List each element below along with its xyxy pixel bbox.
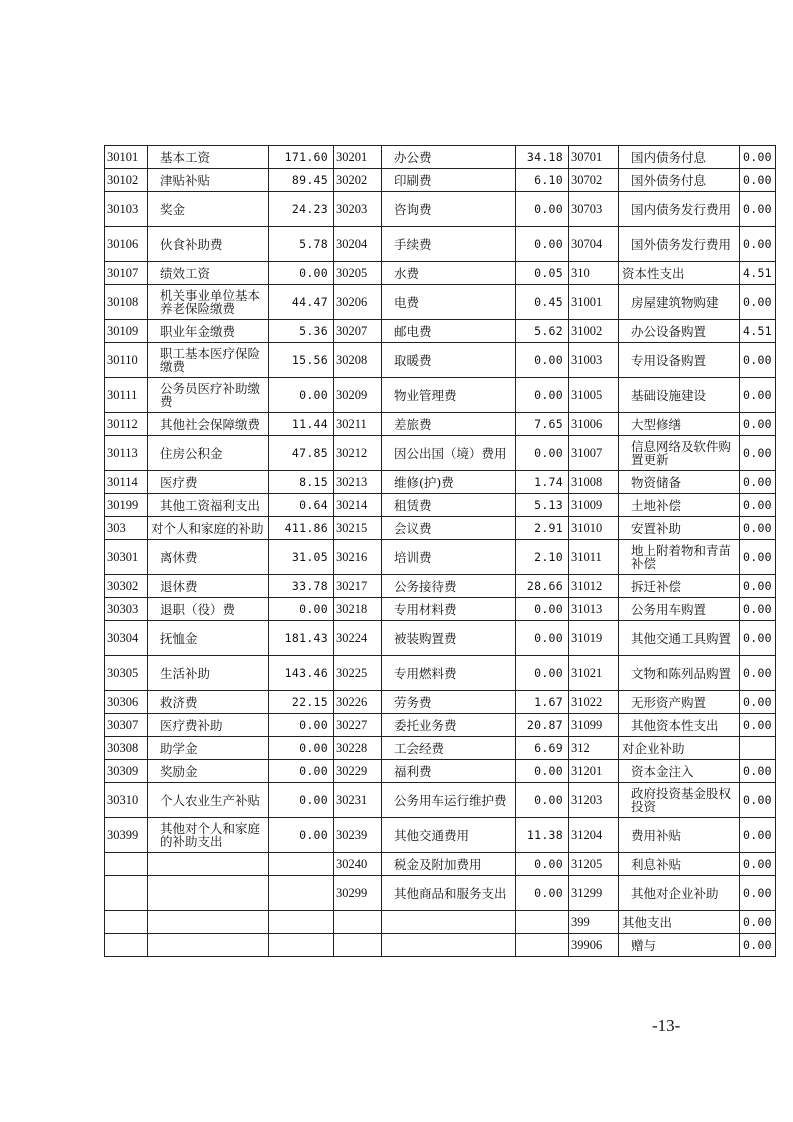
amount-cell: 0.00 (740, 227, 776, 262)
amount-cell: 0.00 (269, 737, 334, 760)
amount-cell (269, 853, 334, 876)
item-code-cell: 30111 (105, 378, 148, 413)
item-name-cell: 政府投资基金股权投资 (619, 783, 740, 818)
amount-cell: 0.00 (516, 598, 569, 621)
amount-cell: 0.00 (740, 783, 776, 818)
item-name-cell: 土地补偿 (619, 494, 740, 517)
table-row (105, 575, 776, 598)
item-code-cell: 30202 (334, 169, 382, 192)
item-code-cell: 312 (569, 737, 619, 760)
amount-cell: 0.00 (516, 436, 569, 471)
item-name-cell: 劳务费 (382, 691, 516, 714)
item-code-cell: 31299 (569, 876, 619, 911)
table-row (105, 262, 776, 285)
amount-cell: 0.00 (740, 169, 776, 192)
amount-cell: 0.00 (740, 876, 776, 911)
item-name-cell: 专用材料费 (382, 598, 516, 621)
item-name-cell: 绩效工资 (148, 262, 269, 285)
amount-cell: 15.56 (269, 343, 334, 378)
amount-cell: 0.00 (740, 378, 776, 413)
amount-cell (269, 934, 334, 957)
item-code-cell: 30702 (569, 169, 619, 192)
amount-cell: 28.66 (516, 575, 569, 598)
item-name-cell: 水费 (382, 262, 516, 285)
amount-cell (516, 934, 569, 957)
amount-cell: 22.15 (269, 691, 334, 714)
item-name-cell: 助学金 (148, 737, 269, 760)
item-code-cell: 30218 (334, 598, 382, 621)
item-name-cell: 专用燃料费 (382, 656, 516, 691)
item-code-cell: 30704 (569, 227, 619, 262)
item-code-cell: 30109 (105, 320, 148, 343)
item-name-cell (382, 934, 516, 957)
item-code-cell: 31203 (569, 783, 619, 818)
item-code-cell: 30103 (105, 192, 148, 227)
item-name-cell: 拆迁补偿 (619, 575, 740, 598)
amount-cell: 0.00 (740, 621, 776, 656)
table-row (105, 227, 776, 262)
item-code-cell: 31008 (569, 471, 619, 494)
item-code-cell: 30307 (105, 714, 148, 737)
amount-cell: 0.00 (740, 471, 776, 494)
item-code-cell: 30206 (334, 285, 382, 320)
item-name-cell: 委托业务费 (382, 714, 516, 737)
item-code-cell: 30231 (334, 783, 382, 818)
item-code-cell: 30225 (334, 656, 382, 691)
item-code-cell: 30229 (334, 760, 382, 783)
item-code-cell: 30310 (105, 783, 148, 818)
item-code-cell: 30214 (334, 494, 382, 517)
item-name-cell: 其他工资福利支出 (148, 494, 269, 517)
item-code-cell: 30399 (105, 818, 148, 853)
amount-cell: 143.46 (269, 656, 334, 691)
table-row (105, 853, 776, 876)
table-row (105, 783, 776, 818)
amount-cell: 0.00 (269, 378, 334, 413)
amount-cell: 0.45 (516, 285, 569, 320)
item-name-cell: 奖金 (148, 192, 269, 227)
table-row (105, 911, 776, 934)
table-row (105, 413, 776, 436)
table-row (105, 146, 776, 169)
table-row (105, 517, 776, 540)
item-name-cell: 租赁费 (382, 494, 516, 517)
amount-cell (269, 876, 334, 911)
table-row (105, 656, 776, 691)
item-name-cell: 办公费 (382, 146, 516, 169)
item-name-cell: 会议费 (382, 517, 516, 540)
amount-cell: 0.00 (740, 853, 776, 876)
item-code-cell: 30208 (334, 343, 382, 378)
item-code-cell: 30239 (334, 818, 382, 853)
item-name-cell: 其他支出 (619, 911, 740, 934)
item-name-cell: 生活补助 (148, 656, 269, 691)
item-name-cell: 其他对企业补助 (619, 876, 740, 911)
amount-cell: 0.00 (516, 853, 569, 876)
item-name-cell: 邮电费 (382, 320, 516, 343)
item-code-cell: 30113 (105, 436, 148, 471)
table-row (105, 320, 776, 343)
item-name-cell: 公务用车运行维护费 (382, 783, 516, 818)
item-code-cell: 30209 (334, 378, 382, 413)
item-code-cell: 39906 (569, 934, 619, 957)
item-code-cell: 30211 (334, 413, 382, 436)
amount-cell: 0.00 (740, 760, 776, 783)
item-name-cell: 奖励金 (148, 760, 269, 783)
item-name-cell: 物业管理费 (382, 378, 516, 413)
item-code-cell: 30203 (334, 192, 382, 227)
item-code-cell: 30304 (105, 621, 148, 656)
item-name-cell: 对个人和家庭的补助 (148, 517, 269, 540)
item-name-cell: 住房公积金 (148, 436, 269, 471)
amount-cell (740, 737, 776, 760)
item-code-cell: 31022 (569, 691, 619, 714)
item-code-cell: 30114 (105, 471, 148, 494)
item-code-cell: 31010 (569, 517, 619, 540)
amount-cell: 5.78 (269, 227, 334, 262)
amount-cell: 0.00 (269, 598, 334, 621)
item-code-cell: 30306 (105, 691, 148, 714)
amount-cell: 0.00 (269, 714, 334, 737)
amount-cell: 0.00 (740, 911, 776, 934)
amount-cell: 6.10 (516, 169, 569, 192)
item-code-cell: 30212 (334, 436, 382, 471)
amount-cell: 34.18 (516, 146, 569, 169)
amount-cell: 0.00 (740, 517, 776, 540)
item-name-cell: 职工基本医疗保险缴费 (148, 343, 269, 378)
item-name-cell: 公务用车购置 (619, 598, 740, 621)
amount-cell: 0.00 (516, 783, 569, 818)
item-code-cell: 30240 (334, 853, 382, 876)
item-name-cell: 公务员医疗补助缴费 (148, 378, 269, 413)
amount-cell: 1.74 (516, 471, 569, 494)
amount-cell: 1.67 (516, 691, 569, 714)
item-name-cell: 公务接待费 (382, 575, 516, 598)
table-row (105, 540, 776, 575)
item-name-cell (382, 911, 516, 934)
table-row (105, 621, 776, 656)
amount-cell: 0.00 (740, 146, 776, 169)
item-code-cell: 30299 (334, 876, 382, 911)
item-name-cell: 职业年金缴费 (148, 320, 269, 343)
item-name-cell: 安置补助 (619, 517, 740, 540)
item-code-cell: 31003 (569, 343, 619, 378)
amount-cell: 31.05 (269, 540, 334, 575)
amount-cell: 0.00 (740, 818, 776, 853)
item-name-cell: 个人农业生产补贴 (148, 783, 269, 818)
item-code-cell: 31205 (569, 853, 619, 876)
table-row (105, 494, 776, 517)
item-code-cell: 31002 (569, 320, 619, 343)
item-code-cell: 31009 (569, 494, 619, 517)
item-code-cell: 30201 (334, 146, 382, 169)
item-name-cell: 其他对个人和家庭的补助支出 (148, 818, 269, 853)
item-name-cell: 房屋建筑物购建 (619, 285, 740, 320)
item-name-cell: 基本工资 (148, 146, 269, 169)
item-code-cell: 30112 (105, 413, 148, 436)
item-name-cell: 取暖费 (382, 343, 516, 378)
item-name-cell (148, 934, 269, 957)
amount-cell: 0.00 (740, 343, 776, 378)
amount-cell: 33.78 (269, 575, 334, 598)
amount-cell: 0.00 (516, 621, 569, 656)
amount-cell: 44.47 (269, 285, 334, 320)
amount-cell (516, 911, 569, 934)
item-name-cell: 大型修缮 (619, 413, 740, 436)
item-name-cell: 其他交通工具购置 (619, 621, 740, 656)
amount-cell: 11.44 (269, 413, 334, 436)
item-code-cell (105, 934, 148, 957)
table-row (105, 378, 776, 413)
amount-cell: 11.38 (516, 818, 569, 853)
item-name-cell: 物资储备 (619, 471, 740, 494)
amount-cell: 7.65 (516, 413, 569, 436)
item-code-cell: 30108 (105, 285, 148, 320)
amount-cell: 0.00 (740, 714, 776, 737)
amount-cell: 411.86 (269, 517, 334, 540)
item-code-cell: 30309 (105, 760, 148, 783)
item-name-cell: 医疗费 (148, 471, 269, 494)
amount-cell: 5.36 (269, 320, 334, 343)
amount-cell: 0.00 (740, 656, 776, 691)
amount-cell: 4.51 (740, 320, 776, 343)
item-code-cell: 31204 (569, 818, 619, 853)
amount-cell: 0.00 (740, 598, 776, 621)
amount-cell: 0.00 (516, 343, 569, 378)
item-code-cell (105, 853, 148, 876)
item-name-cell: 咨询费 (382, 192, 516, 227)
item-name-cell: 国外债务发行费用 (619, 227, 740, 262)
table-row (105, 876, 776, 911)
table-row (105, 169, 776, 192)
item-code-cell: 30199 (105, 494, 148, 517)
item-code-cell: 303 (105, 517, 148, 540)
item-code-cell: 31005 (569, 378, 619, 413)
item-code-cell (334, 911, 382, 934)
item-code-cell: 30213 (334, 471, 382, 494)
item-code-cell: 30107 (105, 262, 148, 285)
item-code-cell (105, 876, 148, 911)
amount-cell: 2.10 (516, 540, 569, 575)
item-name-cell: 国外债务付息 (619, 169, 740, 192)
expenditure-table (104, 145, 776, 957)
item-name-cell (148, 876, 269, 911)
table-row (105, 343, 776, 378)
table-row (105, 760, 776, 783)
amount-cell: 0.00 (516, 227, 569, 262)
amount-cell: 0.00 (269, 783, 334, 818)
item-code-cell: 310 (569, 262, 619, 285)
item-code-cell: 30102 (105, 169, 148, 192)
item-name-cell (148, 853, 269, 876)
table-row (105, 471, 776, 494)
amount-cell: 0.00 (740, 436, 776, 471)
item-code-cell: 31013 (569, 598, 619, 621)
amount-cell: 0.64 (269, 494, 334, 517)
item-code-cell: 30207 (334, 320, 382, 343)
item-name-cell: 国内债务发行费用 (619, 192, 740, 227)
item-code-cell: 30204 (334, 227, 382, 262)
item-name-cell: 其他交通费用 (382, 818, 516, 853)
item-name-cell: 利息补贴 (619, 853, 740, 876)
item-name-cell: 基础设施建设 (619, 378, 740, 413)
item-code-cell: 30701 (569, 146, 619, 169)
item-name-cell: 费用补贴 (619, 818, 740, 853)
item-code-cell: 399 (569, 911, 619, 934)
item-code-cell: 31012 (569, 575, 619, 598)
amount-cell (269, 911, 334, 934)
amount-cell: 0.00 (269, 262, 334, 285)
amount-cell: 0.00 (740, 285, 776, 320)
amount-cell: 0.00 (516, 876, 569, 911)
amount-cell: 20.87 (516, 714, 569, 737)
item-code-cell: 30110 (105, 343, 148, 378)
item-code-cell: 30227 (334, 714, 382, 737)
amount-cell: 0.00 (740, 494, 776, 517)
item-code-cell: 30305 (105, 656, 148, 691)
table-row (105, 818, 776, 853)
item-name-cell: 手续费 (382, 227, 516, 262)
item-name-cell: 文物和陈列品购置 (619, 656, 740, 691)
item-name-cell: 机关事业单位基本养老保险缴费 (148, 285, 269, 320)
table-row (105, 192, 776, 227)
item-name-cell: 资本金注入 (619, 760, 740, 783)
item-name-cell: 赠与 (619, 934, 740, 957)
item-code-cell: 30228 (334, 737, 382, 760)
expenditure-table-body (105, 146, 776, 957)
item-code-cell: 31201 (569, 760, 619, 783)
item-code-cell: 30106 (105, 227, 148, 262)
amount-cell: 0.00 (516, 378, 569, 413)
item-code-cell: 31006 (569, 413, 619, 436)
item-code-cell (105, 911, 148, 934)
item-name-cell: 离休费 (148, 540, 269, 575)
item-name-cell: 津贴补贴 (148, 169, 269, 192)
amount-cell: 0.00 (740, 192, 776, 227)
item-name-cell: 国内债务付息 (619, 146, 740, 169)
table-row (105, 691, 776, 714)
item-code-cell (334, 934, 382, 957)
item-name-cell: 地上附着物和青苗补偿 (619, 540, 740, 575)
item-name-cell: 其他商品和服务支出 (382, 876, 516, 911)
amount-cell: 0.00 (740, 691, 776, 714)
item-name-cell (148, 911, 269, 934)
item-code-cell: 30303 (105, 598, 148, 621)
item-name-cell: 被装购置费 (382, 621, 516, 656)
table-row (105, 737, 776, 760)
amount-cell: 0.00 (269, 760, 334, 783)
amount-cell: 0.00 (516, 192, 569, 227)
amount-cell: 0.00 (269, 818, 334, 853)
amount-cell: 4.51 (740, 262, 776, 285)
amount-cell: 0.00 (740, 575, 776, 598)
item-code-cell: 30302 (105, 575, 148, 598)
item-code-cell: 31011 (569, 540, 619, 575)
item-code-cell: 30703 (569, 192, 619, 227)
amount-cell: 181.43 (269, 621, 334, 656)
amount-cell: 89.45 (269, 169, 334, 192)
item-name-cell: 其他资本性支出 (619, 714, 740, 737)
item-code-cell: 30226 (334, 691, 382, 714)
item-name-cell: 对企业补助 (619, 737, 740, 760)
item-name-cell: 福利费 (382, 760, 516, 783)
item-name-cell: 因公出国（境）费用 (382, 436, 516, 471)
item-name-cell: 信息网络及软件购置更新 (619, 436, 740, 471)
page-number: -13- (652, 1016, 681, 1035)
item-code-cell: 30301 (105, 540, 148, 575)
item-code-cell: 30217 (334, 575, 382, 598)
item-name-cell: 工会经费 (382, 737, 516, 760)
amount-cell: 0.00 (516, 656, 569, 691)
item-name-cell: 税金及附加费用 (382, 853, 516, 876)
item-code-cell: 31001 (569, 285, 619, 320)
item-name-cell: 医疗费补助 (148, 714, 269, 737)
item-name-cell: 伙食补助费 (148, 227, 269, 262)
table-row (105, 598, 776, 621)
table-row (105, 934, 776, 957)
amount-cell: 6.69 (516, 737, 569, 760)
item-name-cell: 资本性支出 (619, 262, 740, 285)
amount-cell: 0.05 (516, 262, 569, 285)
item-code-cell: 30101 (105, 146, 148, 169)
item-name-cell: 退休费 (148, 575, 269, 598)
amount-cell: 5.62 (516, 320, 569, 343)
item-name-cell: 救济费 (148, 691, 269, 714)
item-code-cell: 31007 (569, 436, 619, 471)
table-row (105, 436, 776, 471)
item-code-cell: 30216 (334, 540, 382, 575)
amount-cell: 2.91 (516, 517, 569, 540)
amount-cell: 24.23 (269, 192, 334, 227)
amount-cell: 0.00 (740, 540, 776, 575)
amount-cell: 47.85 (269, 436, 334, 471)
amount-cell: 0.00 (516, 760, 569, 783)
amount-cell: 171.60 (269, 146, 334, 169)
item-code-cell: 30308 (105, 737, 148, 760)
table-row (105, 285, 776, 320)
amount-cell: 0.00 (740, 934, 776, 957)
item-name-cell: 专用设备购置 (619, 343, 740, 378)
item-name-cell: 退职（役）费 (148, 598, 269, 621)
item-name-cell: 办公设备购置 (619, 320, 740, 343)
item-code-cell: 30215 (334, 517, 382, 540)
item-name-cell: 差旅费 (382, 413, 516, 436)
item-name-cell: 电费 (382, 285, 516, 320)
item-name-cell: 培训费 (382, 540, 516, 575)
item-name-cell: 维修(护)费 (382, 471, 516, 494)
table-row (105, 714, 776, 737)
amount-cell: 5.13 (516, 494, 569, 517)
item-name-cell: 其他社会保障缴费 (148, 413, 269, 436)
item-name-cell: 抚恤金 (148, 621, 269, 656)
item-code-cell: 31019 (569, 621, 619, 656)
amount-cell: 8.15 (269, 471, 334, 494)
item-name-cell: 无形资产购置 (619, 691, 740, 714)
item-code-cell: 30224 (334, 621, 382, 656)
item-name-cell: 印刷费 (382, 169, 516, 192)
item-code-cell: 31099 (569, 714, 619, 737)
amount-cell: 0.00 (740, 413, 776, 436)
item-code-cell: 30205 (334, 262, 382, 285)
item-code-cell: 31021 (569, 656, 619, 691)
